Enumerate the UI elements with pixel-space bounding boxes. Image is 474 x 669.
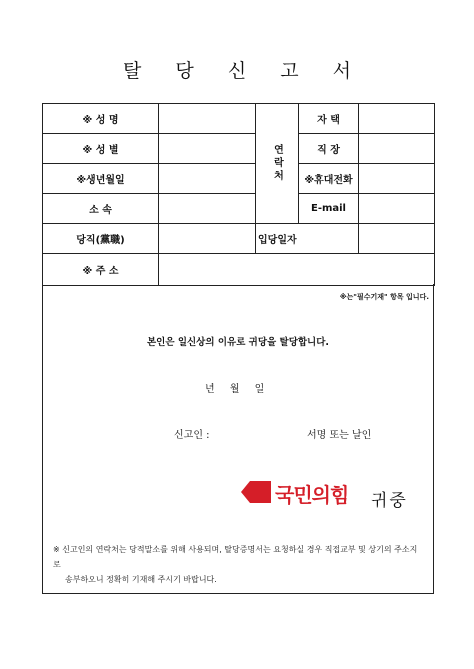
contact-label-cell — [256, 104, 299, 224]
address-field[interactable] — [159, 254, 435, 286]
join-date-label: 입당일자 — [258, 235, 297, 246]
email-label: E-mail — [299, 194, 359, 224]
required-note: ※는"필수기재" 항목 입니다. — [339, 293, 429, 301]
date-line: 년 월 일 — [205, 384, 265, 395]
gender-label: ※ 성 별 — [43, 134, 159, 164]
party-logo-mark-icon — [241, 481, 271, 503]
applicant-label: 신고인 : — [174, 430, 210, 441]
birthdate-label: ※생년월일 — [43, 164, 159, 194]
recipient-label: 귀중 — [371, 491, 408, 511]
mobile-field[interactable] — [359, 164, 435, 194]
gender-field[interactable] — [159, 134, 256, 164]
party-logo-text: 국민의힘 — [275, 483, 349, 507]
home-phone-label: 자 택 — [299, 104, 359, 134]
email-field[interactable] — [359, 194, 435, 224]
footnote — [53, 542, 425, 587]
footnote-line-1: ※ 신고인의 연락처는 당적말소를 위해 사용되며, 탈당증명서는 요청하실 경우 직접교부 및 상기의 주소지로 — [53, 545, 418, 569]
join-date-field[interactable] — [359, 224, 435, 254]
join-date-label-cell — [256, 224, 359, 254]
office-phone-field[interactable] — [359, 134, 435, 164]
footnote-line-2: 송부하오니 정확히 기재해 주시기 바랍니다. — [65, 575, 217, 584]
affiliation-field[interactable] — [159, 194, 256, 224]
affiliation-label: 소 속 — [43, 194, 159, 224]
birthdate-field[interactable] — [159, 164, 256, 194]
name-label: ※ 성 명 — [43, 104, 159, 134]
page-title: 탈 당 신 고 서 — [123, 60, 365, 82]
address-label: ※ 주 소 — [43, 254, 159, 286]
mobile-label: ※휴대전화 — [299, 164, 359, 194]
home-phone-field[interactable] — [359, 104, 435, 134]
form-table — [42, 103, 435, 286]
name-field[interactable] — [159, 104, 256, 134]
withdrawal-statement: 본인은 일신상의 이유로 귀당을 탈당합니다. — [146, 337, 330, 348]
party-logo — [241, 479, 371, 505]
contact-label: 연락처 — [271, 144, 283, 183]
party-position-field[interactable] — [159, 224, 256, 254]
party-position-label: 당직(黨職) — [43, 224, 159, 254]
signature-label: 서명 또는 날인 — [307, 430, 372, 441]
office-phone-label: 직 장 — [299, 134, 359, 164]
declaration-box — [42, 284, 434, 594]
